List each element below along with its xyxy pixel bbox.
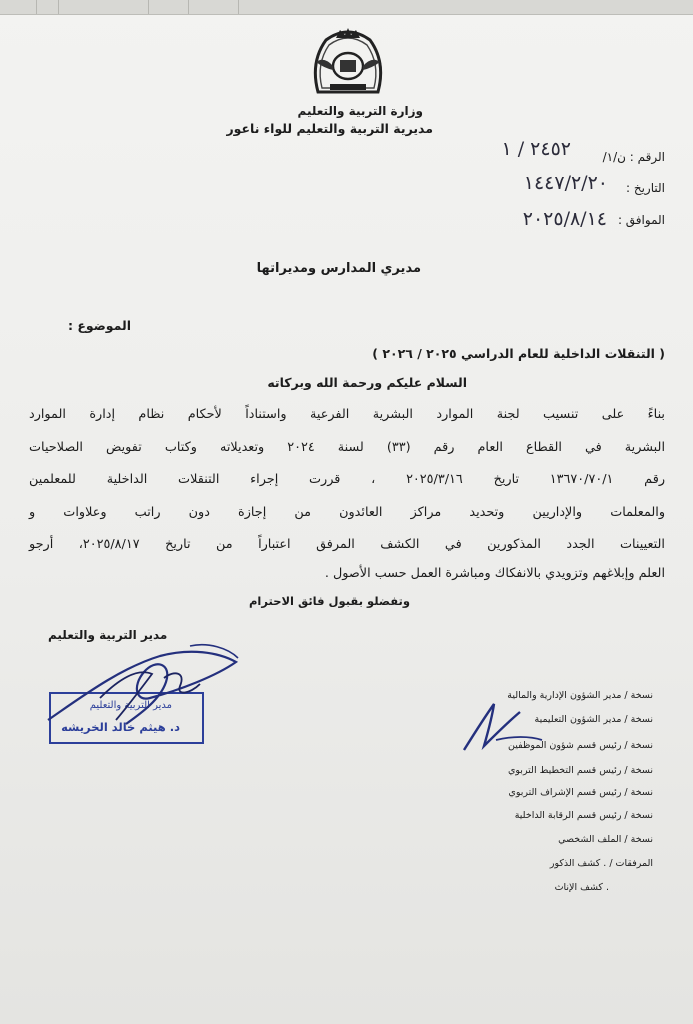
reference-number-label: الرقم : ن/١/ bbox=[602, 150, 665, 164]
copy-recipient: نسخة / الملف الشخصي bbox=[558, 834, 653, 845]
body-line: العلم وإبلاغهم وتزويدي بالانفكاك ومباشرة العمل حسب الأصول . bbox=[324, 566, 665, 581]
gregorian-date-label: الموافق : bbox=[617, 213, 665, 227]
closing-phrase: وتفضلو بقبول فائق الاحترام bbox=[248, 594, 410, 608]
initials-signature-icon bbox=[456, 696, 546, 756]
body-line: رقم ١٣٦٧٠/٧٠/١ تاريخ ٢٠٢٥/٣/١٦ ، قررت إجراء التنقلات الداخلية للمعلمين bbox=[29, 472, 665, 487]
attachments-female-list: . كشف الإناث bbox=[554, 882, 609, 893]
body-line: بناءً على تنسيب لجنة الموارد البشرية الفرعية واستناداً لأحكام نظام إدارة الموارد bbox=[29, 407, 665, 422]
top-edge-table-strip bbox=[0, 0, 693, 15]
greeting: السلام عليكم ورحمة الله وبركاته bbox=[267, 375, 467, 390]
directorate-name: مديرية التربية والتعليم للواء ناعور bbox=[226, 121, 433, 136]
copy-recipient: نسخة / رئيس قسم الرقابة الداخلية bbox=[514, 810, 653, 821]
signatory-title: مدير التربية والتعليم bbox=[48, 628, 168, 642]
attachments-male-list: المرفقات / . كشف الذكور bbox=[549, 858, 653, 869]
jordan-coat-of-arms-icon bbox=[302, 26, 394, 98]
stamp-name: د. هيثم خالد الخريشه bbox=[61, 720, 180, 734]
hijri-date-label: التاريخ : bbox=[625, 181, 665, 195]
body-line: البشرية في القطاع العام رقم (٣٣) لسنة ٢٠٢٤ وتعديلاته وكتاب تفويض الصلاحيات bbox=[29, 440, 666, 455]
subject-label: الموضوع : bbox=[67, 318, 131, 333]
director-signature-icon bbox=[40, 628, 250, 738]
body-line: التعيينات الجدد المذكورين في الكشف المرفق اعتباراً من تاريخ ٢٠٢٥/٨/١٧، أرجو bbox=[29, 537, 665, 552]
subject-text: ( التنقلات الداخلية للعام الدراسي ٢٠٢٥ / ٢٠٢٦ ) bbox=[372, 346, 665, 361]
copy-recipient: نسخة / رئيس قسم شؤون الموظفين bbox=[507, 740, 653, 751]
ministry-name: وزارة التربية والتعليم bbox=[297, 104, 423, 118]
stamp-title: مدير التربية والتعليم bbox=[89, 700, 172, 711]
copy-recipient: نسخة / رئيس قسم التخطيط التربوي bbox=[507, 765, 653, 776]
recipient: مديري المدارس ومديراتها bbox=[256, 261, 421, 276]
copy-recipient: نسخة / مدير الشؤون الإدارية والمالية bbox=[507, 690, 653, 701]
copy-recipient: نسخة / رئيس قسم الإشراف التربوي bbox=[508, 787, 653, 798]
hijri-date-handwritten: ١٤٤٧/٢/٢٠ bbox=[523, 172, 608, 194]
copy-recipient: نسخة / مدير الشؤون التعليمية bbox=[534, 714, 653, 725]
gregorian-date-handwritten: ٢٠٢٥/٨/١٤ bbox=[522, 208, 607, 230]
reference-number-handwritten: ٢٤٥٢ / ١ bbox=[501, 138, 571, 160]
body-line: والمعلمات والإداريين وتحديد مراكز العائدون من إجازة دون راتب وعلاوات و bbox=[29, 505, 665, 520]
